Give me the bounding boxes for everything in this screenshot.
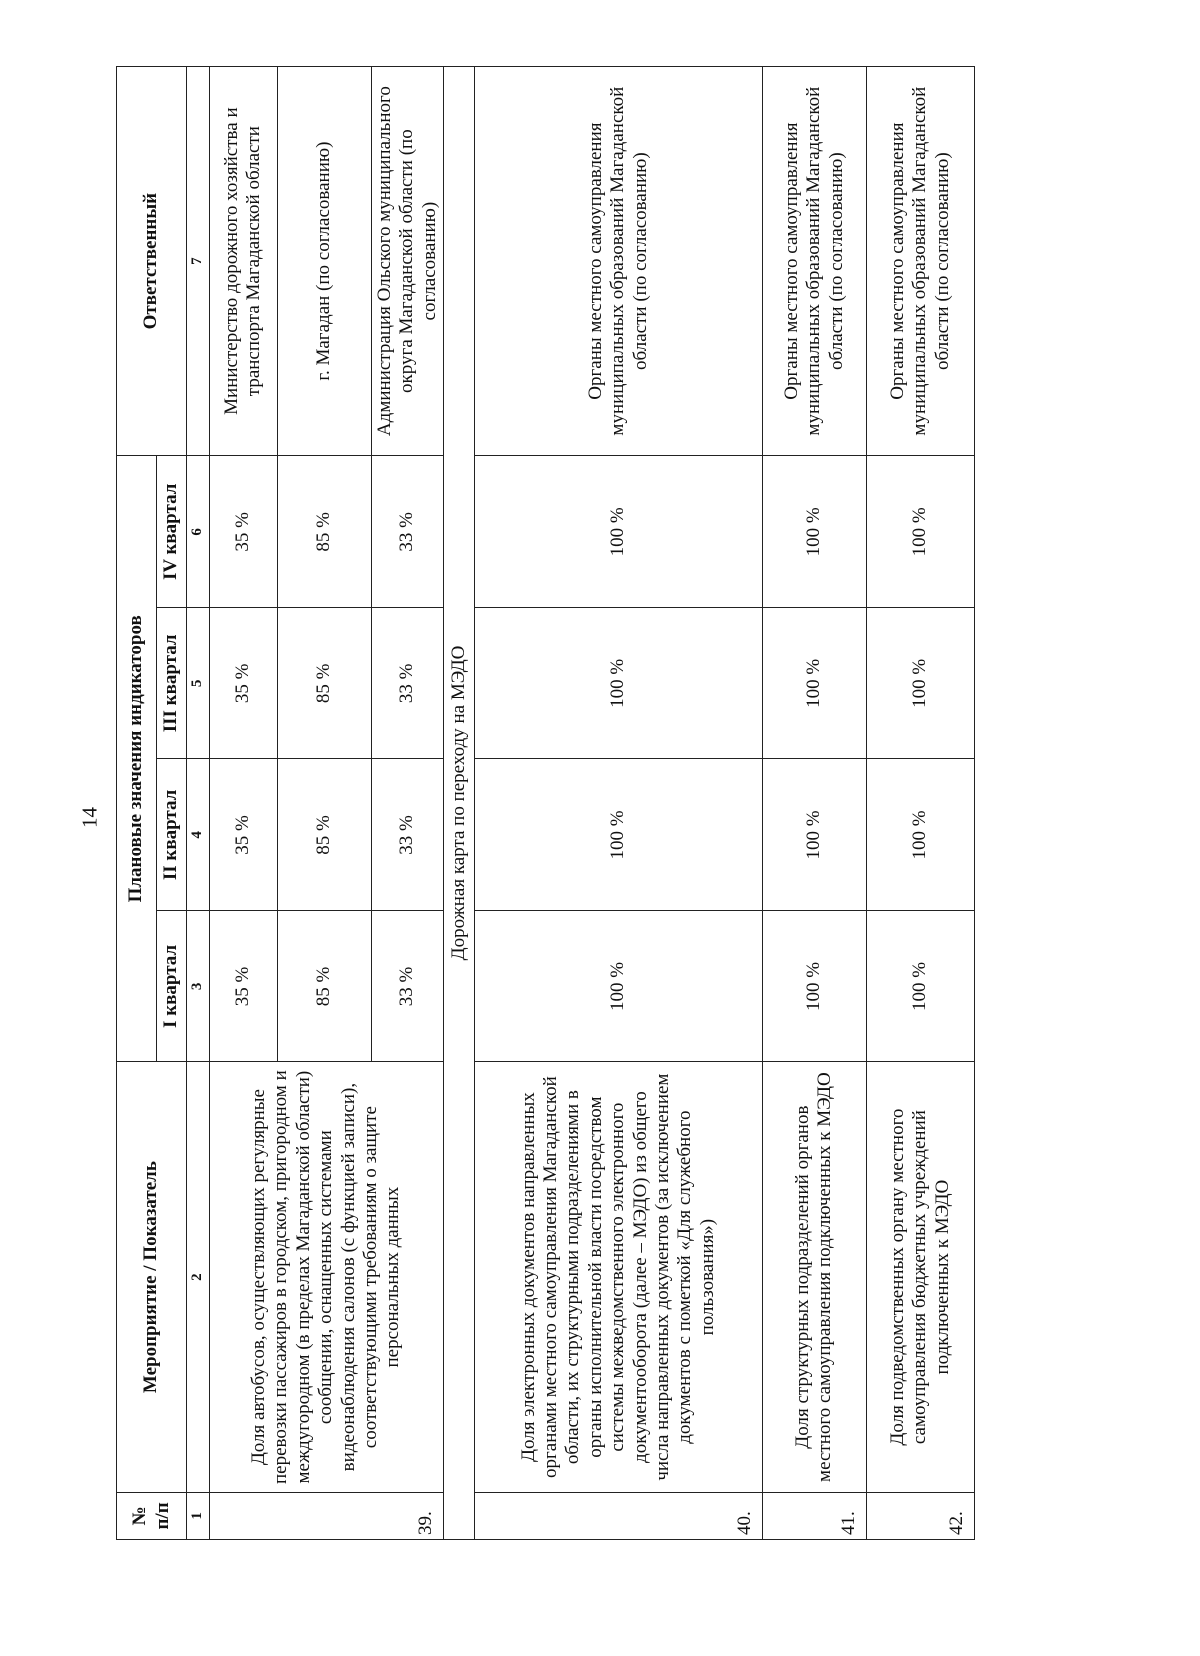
- row-42-q1: 100 %: [866, 911, 974, 1062]
- colnum-5: 5: [187, 608, 210, 759]
- colnum-1: 1: [187, 1492, 210, 1539]
- row-39-a-q3: 35 %: [209, 608, 277, 759]
- row-39-a-q2: 35 %: [209, 759, 277, 911]
- row-39-c-q2: 33 %: [371, 759, 443, 911]
- colnum-3: 3: [187, 911, 210, 1062]
- row-39-a-responsible: Министерство дорожного хозяйства и транспорта Магаданской области: [209, 67, 277, 456]
- rotated-table-container: [116, 66, 1200, 1540]
- row-41-q2: 100 %: [762, 759, 866, 911]
- header-planned: Плановые значения индикаторов: [117, 456, 157, 1062]
- row-41-q4: 100 %: [762, 456, 866, 608]
- header-q2: II квартал: [157, 759, 187, 911]
- row-41-q1: 100 %: [762, 911, 866, 1062]
- row-40-num: 40.: [474, 1492, 762, 1539]
- row-42: [866, 67, 974, 1540]
- row-40-q2: 100 %: [474, 759, 762, 911]
- row-42-q2: 100 %: [866, 759, 974, 911]
- row-41-responsible: Органы местного самоуправления муниципальных образований Магаданской области (по согласованию): [762, 67, 866, 456]
- row-39-b-q1: 85 %: [277, 911, 371, 1062]
- header-row: [117, 67, 157, 1540]
- row-41: [762, 67, 866, 1540]
- row-42-q4: 100 %: [866, 456, 974, 608]
- row-40-q1: 100 %: [474, 911, 762, 1062]
- row-39-c-q4: 33 %: [371, 456, 443, 608]
- row-40-q4: 100 %: [474, 456, 762, 608]
- colnum-2: 2: [187, 1062, 210, 1492]
- indicators-table: [116, 66, 975, 1540]
- row-39-b-responsible: г. Магадан (по согласованию): [277, 67, 371, 456]
- section-title: Дорожная карта по переходу на МЭДО: [443, 67, 474, 1540]
- column-number-row: [187, 67, 210, 1540]
- header-responsible: Ответственный: [117, 67, 187, 456]
- row-42-num: 42.: [866, 1492, 974, 1539]
- header-measure: Мероприятие / Показатель: [117, 1062, 187, 1492]
- row-39-c-q1: 33 %: [371, 911, 443, 1062]
- row-41-q3: 100 %: [762, 608, 866, 759]
- row-39-b-q2: 85 %: [277, 759, 371, 911]
- row-39-a-q1: 35 %: [209, 911, 277, 1062]
- row-41-measure: Доля структурных подразделений органов местного самоуправления подключенных к МЭДО: [762, 1062, 866, 1492]
- row-40-responsible: Органы местного самоуправления муниципальных образований Магаданской области (по согласованию): [474, 67, 762, 456]
- row-39-c-responsible: Администрация Ольского муниципального округа Магаданской области (по согласованию): [371, 67, 443, 456]
- row-39-measure: Доля автобусов, осуществляющих регулярные перевозки пассажиров в городском, пригородном и междугородном (в пределах Магаданской области) сообщении, оснащенных системами видеонаблюдения салонов (с функцией записи), соответствующими требованиям о защите персональных данных: [209, 1062, 443, 1492]
- colnum-6: 6: [187, 456, 210, 608]
- header-q1: I квартал: [157, 911, 187, 1062]
- colnum-4: 4: [187, 759, 210, 911]
- row-40-measure: Доля электронных документов направленных органами местного самоуправления Магаданской области, их структурными подразделениями в органы исполнительной власти посредством системы межведомственного электронного документооборота (далее – МЭДО) из общего числа направленных документов (за исключением документов с пометкой «Для служебного пользования»): [474, 1062, 762, 1492]
- row-39-a: [209, 67, 277, 1540]
- page-number: 14: [77, 807, 102, 828]
- row-40-q3: 100 %: [474, 608, 762, 759]
- colnum-7: 7: [187, 67, 210, 456]
- row-39-c-q3: 33 %: [371, 608, 443, 759]
- row-41-num: 41.: [762, 1492, 866, 1539]
- header-q3: III квартал: [157, 608, 187, 759]
- row-39-b-q4: 85 %: [277, 456, 371, 608]
- row-42-responsible: Органы местного самоуправления муниципальных образований Магаданской области (по согласованию): [866, 67, 974, 456]
- row-39-b-q3: 85 %: [277, 608, 371, 759]
- header-q4: IV квартал: [157, 456, 187, 608]
- row-42-q3: 100 %: [866, 608, 974, 759]
- row-39-a-q4: 35 %: [209, 456, 277, 608]
- row-40: [474, 67, 762, 1540]
- section-row: [443, 67, 474, 1540]
- row-42-measure: Доля подведомственных органу местного самоуправления бюджетных учреждений подключенных к МЭДО: [866, 1062, 974, 1492]
- header-num: № п/п: [117, 1492, 187, 1539]
- row-39-num: 39.: [209, 1492, 443, 1539]
